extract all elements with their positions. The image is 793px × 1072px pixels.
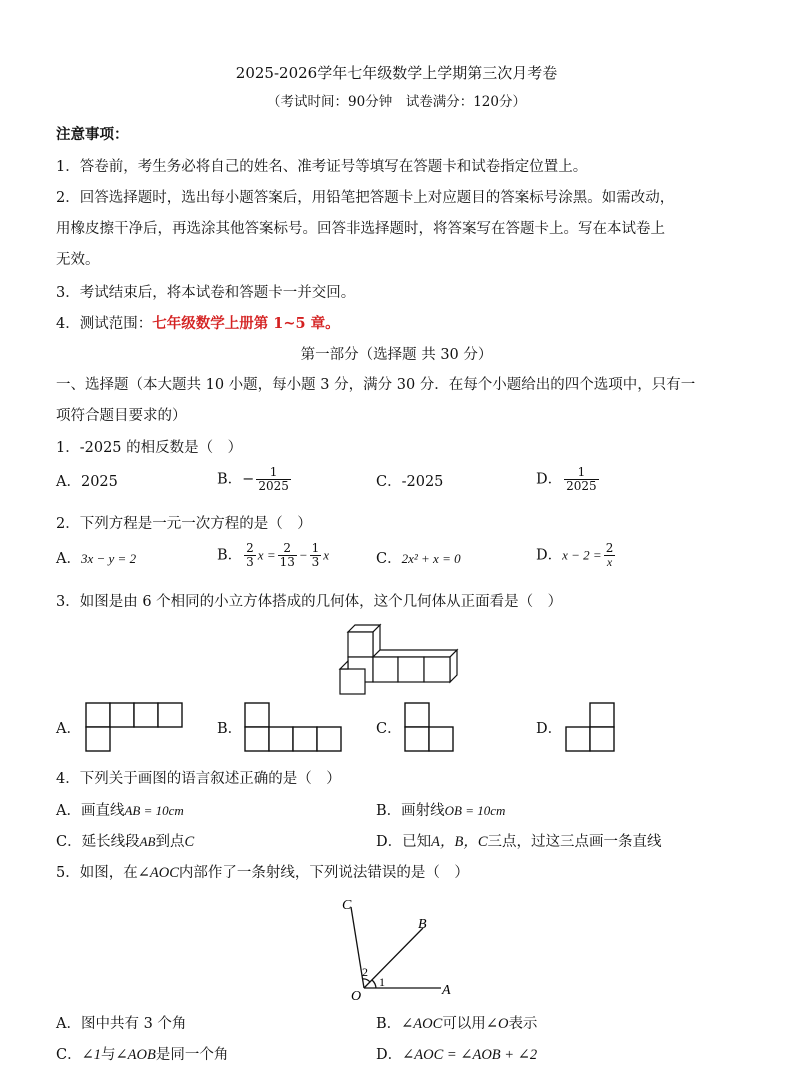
section-a: 一、选择题（本大题共 10 小题，每小题 3 分，满分 30 分．在每个小题给出的四个选项中，只有一 — [56, 377, 696, 393]
q2-stem: 2．下列方程是一元一次方程的是（ ） — [56, 516, 312, 532]
q4-option-b: B．画射线OB = 10cm — [376, 803, 506, 819]
q3-option-c-label: C． — [376, 721, 402, 737]
q3-option-d-label: D． — [536, 721, 563, 737]
q4-option-a: A．画直线AB = 10cm — [56, 803, 184, 819]
q3-option-a-label: A． — [56, 721, 81, 737]
q2-option-d: D．x − 2 = $\frac{2}{x}$ — [536, 541, 614, 569]
exam-title: 2025-2026学年七年级数学上学期第三次月考卷 — [235, 64, 558, 82]
note-1: 1．答卷前，考生务必将自己的姓名、准考证号等填写在答题卡和试卷指定位置上。 — [56, 159, 588, 175]
q2-option-a: A．3x − y = 2 — [56, 551, 137, 567]
part1-heading: 第一部分（选择题 共 30 分） — [300, 347, 493, 363]
q3-cube-figure — [336, 624, 460, 696]
q4-stem: 4．下列关于画图的语言叙述正确的是（ ） — [56, 771, 341, 787]
angle-1-arc — [372, 980, 376, 988]
q2-option-c: C．2x² + x = 0 — [376, 551, 461, 567]
q1-stem: 1．-2025 的相反数是（ ） — [56, 440, 243, 456]
note-2a: 2．回答选择题时，选出每小题答案后，用铅笔把答题卡上对应题目的答案标号涂黑。如需改动， — [56, 190, 675, 206]
q5-option-a: A．图中共有 3 个角 — [56, 1016, 187, 1032]
note-3: 3．考试结束后，将本试卷和答题卡一并交回。 — [56, 285, 356, 301]
q5-angle-figure — [336, 893, 460, 1003]
note-2c: 无效。 — [56, 252, 100, 268]
q3-option-b-label: B． — [217, 721, 243, 737]
section-b: 项符合题目要求的） — [56, 408, 187, 424]
q1-option-d: D． $\frac{1}{2025}$ — [536, 465, 597, 493]
q3-option-b-figure — [245, 703, 341, 751]
q5-option-d: D．∠AOC = ∠AOB + ∠2 — [376, 1047, 538, 1063]
q1-option-b: B．− $\frac{1}{2025}$ — [217, 465, 289, 493]
q5-option-b: B．∠AOC可以用∠O表示 — [376, 1016, 538, 1032]
q2-option-b: B． $\frac{2}{3}$ x = $\frac{2}{13}$ − $\frac{1}{3}$ x — [217, 541, 330, 569]
q3-option-d-figure — [566, 703, 614, 751]
ray-ob — [364, 928, 423, 988]
q3-option-c-figure — [405, 703, 453, 751]
note-4-prefix: 4．测试范围： — [56, 316, 153, 332]
label-angle-2: 2 — [362, 965, 368, 979]
exam-subtitle: （考试时间：90分钟 试卷满分：120分） — [267, 94, 526, 110]
note-4 — [56, 313, 340, 335]
label-angle-1: 1 — [379, 975, 385, 989]
q5-stem: 5．如图，在∠AOC内部作了一条射线，下列说法错误的是（ ） — [56, 865, 469, 881]
q1-option-a: A．2025 — [56, 474, 118, 490]
q3-stem: 3．如图是由 6 个相同的小立方体搭成的几何体，这个几何体从正面看是（ ） — [56, 594, 563, 610]
q4-option-d: D．已知A，B，C三点，过这三点画一条直线 — [376, 834, 662, 850]
label-a: A — [442, 983, 451, 998]
q1-d-fraction: $\frac{1}{2025}$ — [566, 465, 597, 493]
note-2b: 用橡皮擦干净后，再选涂其他答案标号。回答非选择题时，将答案写在答题卡上。写在本试卷上 — [56, 221, 665, 237]
label-c: C — [342, 898, 352, 913]
q5-option-c: C．∠1与∠AOB是同一个角 — [56, 1047, 229, 1063]
notes-heading: 注意事项： — [56, 126, 129, 143]
q1-option-c: C．-2025 — [376, 474, 444, 490]
test-range: 七年级数学上册第 1~5 章。 — [152, 315, 340, 332]
label-o: O — [351, 989, 362, 1004]
q1-b-fraction: $\frac{1}{2025}$ — [258, 465, 289, 493]
q4-option-c: C．延长线段AB到点C — [56, 834, 195, 850]
q3-option-a-figure — [86, 703, 182, 751]
label-b: B — [418, 917, 427, 932]
